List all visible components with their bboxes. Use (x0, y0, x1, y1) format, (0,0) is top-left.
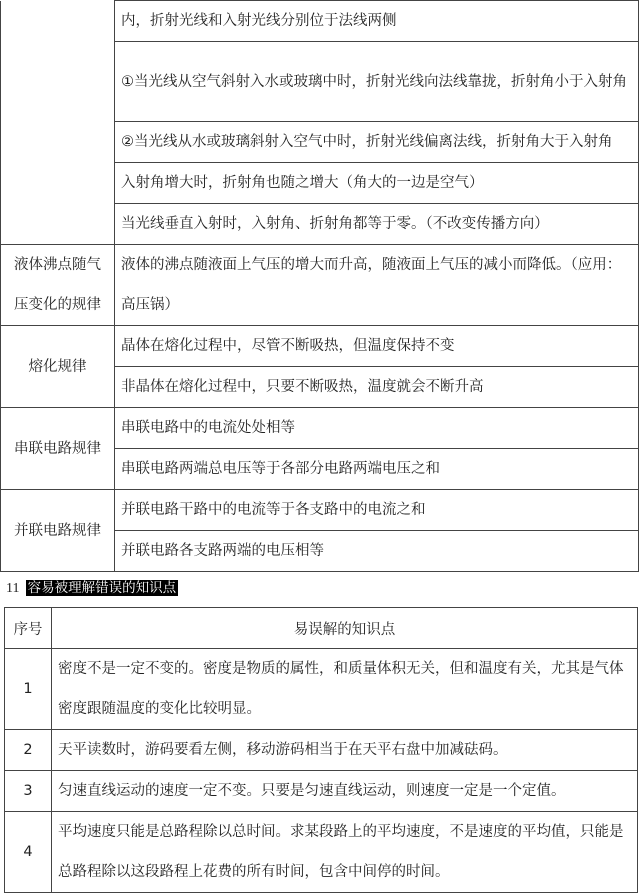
parallel-circuit-label: 并联电路规律 (1, 490, 115, 572)
melting-row-1: 晶体在熔化过程中，尽管不断吸热，但温度保持不变 (115, 326, 639, 367)
refraction-label-cell (1, 1, 115, 245)
series-circuit-label: 串联电路规律 (1, 408, 115, 490)
row-text: 密度不是一定不变的。密度是物质的属性，和质量体积无关，但和温度有关，尤其是气体密度跟随温度的变化比较明显。 (52, 649, 638, 730)
table-row (5, 771, 638, 812)
row-index: 2 (5, 730, 52, 771)
boiling-row-1: 液体的沸点随液面上气压的增大而升高，随液面上气压的减小而降低。（应用：高压锅） (115, 245, 639, 326)
melting-label: 熔化规律 (1, 326, 115, 408)
row-index: 3 (5, 771, 52, 812)
table-row (5, 730, 638, 771)
series-circuit-row-2: 串联电路两端总电压等于各部分电路两端电压之和 (115, 449, 639, 490)
refraction-row-5: 当光线垂直入射时，入射角、折射角都等于零。（不改变传播方向） (115, 204, 639, 245)
refraction-row-1: 内，折射光线和入射光线分别位于法线两侧 (115, 1, 639, 42)
row-index: 1 (5, 649, 52, 730)
row-text: 天平读数时，游码要看左侧，移动游码相当于在天平右盘中加减砝码。 (52, 730, 638, 771)
header-misconception: 易误解的知识点 (52, 608, 638, 649)
refraction-row-4: 入射角增大时，折射角也随之增大（角大的一边是空气） (115, 163, 639, 204)
header-index: 序号 (5, 608, 52, 649)
melting-row-2: 非晶体在熔化过程中，只要不断吸热，温度就会不断升高 (115, 367, 639, 408)
table-row (5, 649, 638, 730)
section-title: 容易被理解错误的知识点 (27, 580, 177, 596)
series-circuit-row-1: 串联电路中的电流处处相等 (115, 408, 639, 449)
parallel-circuit-row-1: 并联电路干路中的电流等于各支路中的电流之和 (115, 490, 639, 531)
table-row (5, 812, 638, 893)
row-text: 匀速直线运动的速度一定不变。只要是匀速直线运动，则速度一定是一个定值。 (52, 771, 638, 812)
row-index: 4 (5, 812, 52, 893)
section-number: 11 (6, 581, 20, 596)
boiling-label: 液体沸点随气压变化的规律 (1, 245, 115, 326)
parallel-circuit-row-2: 并联电路各支路两端的电压相等 (115, 531, 639, 572)
row-text: 平均速度只能是总路程除以总时间。求某段路上的平均速度，不是速度的平均值，只能是总路程除以这段路程上花费的所有时间，包含中间停的时间。 (52, 812, 638, 893)
refraction-row-2: ①当光线从空气斜射入水或玻璃中时，折射光线向法线靠拢，折射角小于入射角 (115, 42, 639, 122)
refraction-row-3: ②当光线从水或玻璃斜射入空气中时，折射光线偏离法线，折射角大于入射角 (115, 122, 639, 163)
misconceptions-table (4, 607, 638, 893)
section-heading (6, 578, 178, 598)
